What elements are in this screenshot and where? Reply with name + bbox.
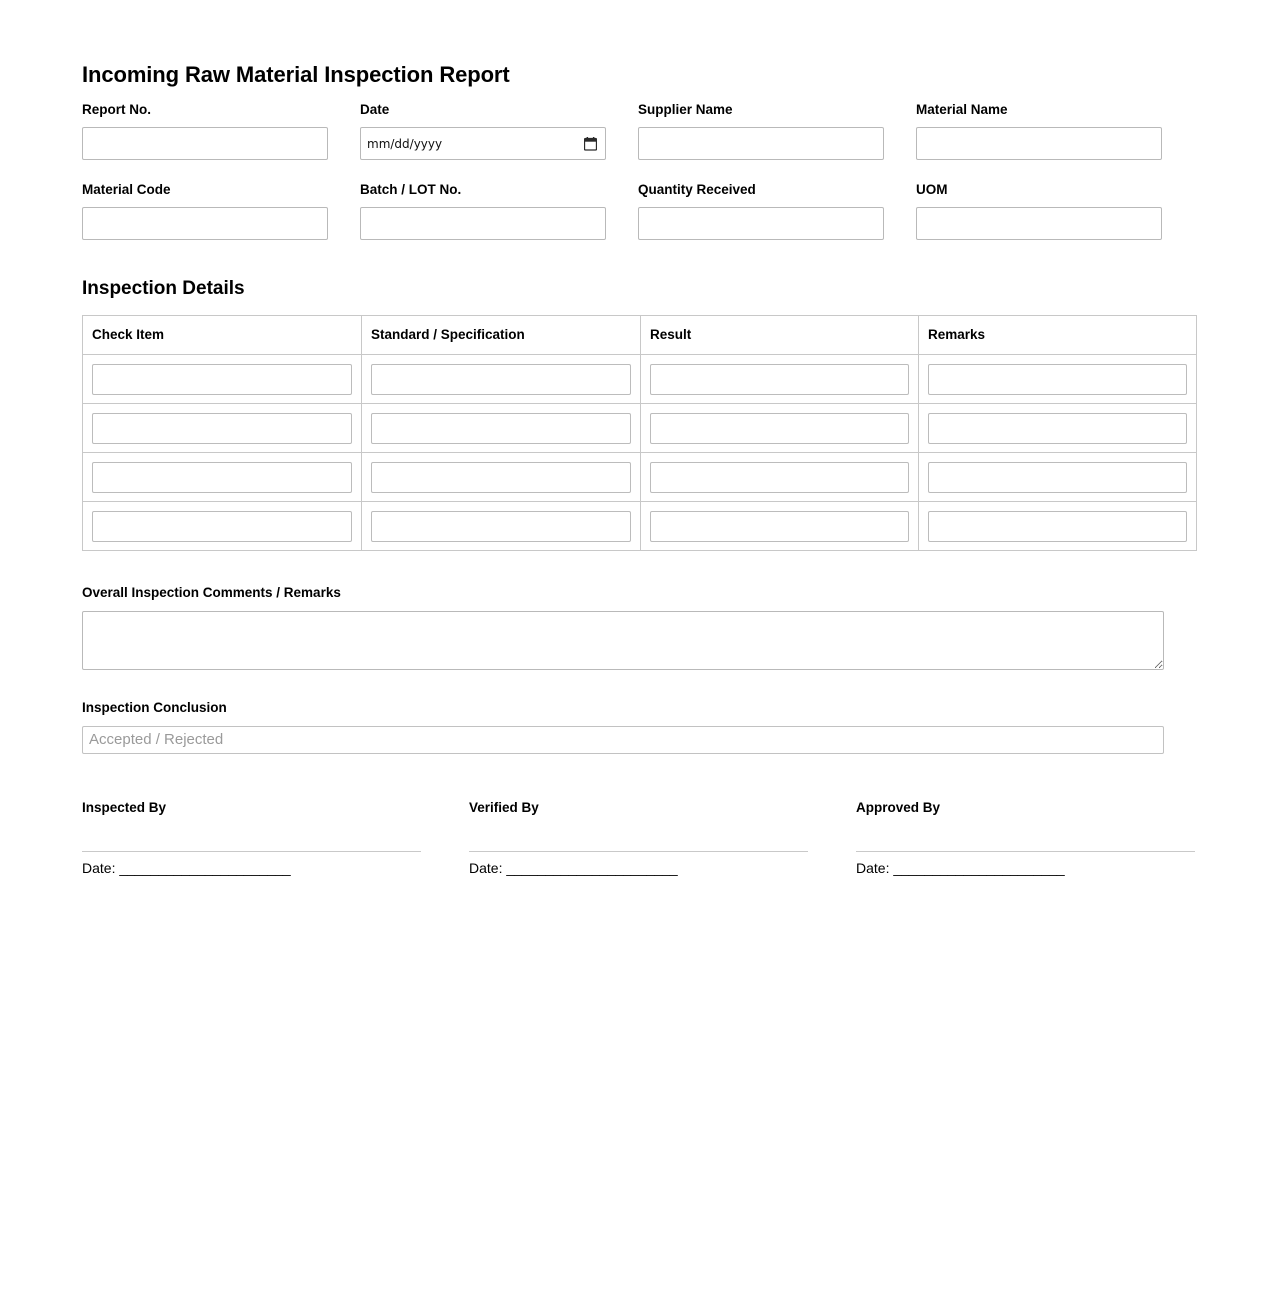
quantity-received-input[interactable] bbox=[638, 207, 884, 240]
cell-standard bbox=[362, 404, 641, 453]
check-item-input-3[interactable] bbox=[92, 462, 352, 493]
field-supplier-name bbox=[638, 102, 884, 160]
standard-input-2[interactable] bbox=[371, 413, 631, 444]
label-supplier-name: Supplier Name bbox=[638, 102, 733, 118]
signature-title-verified-by: Verified By bbox=[469, 799, 539, 815]
date-input[interactable] bbox=[360, 127, 606, 160]
label-inspection-conclusion: Inspection Conclusion bbox=[82, 700, 227, 715]
signature-date-verified-by: Date: ______________________ bbox=[469, 859, 678, 876]
cell-remarks bbox=[919, 355, 1197, 404]
column-header-check-item: Check Item bbox=[83, 315, 362, 354]
label-batch-lot-no: Batch / LOT No. bbox=[360, 182, 462, 198]
material-code-input[interactable] bbox=[82, 207, 328, 240]
overall-comments-section bbox=[82, 585, 1196, 670]
signature-row bbox=[82, 800, 1196, 879]
field-uom bbox=[916, 182, 1162, 240]
overall-comments-textarea[interactable] bbox=[82, 611, 1164, 670]
label-material-code: Material Code bbox=[82, 182, 171, 198]
inspection-details-title: Inspection Details bbox=[82, 278, 245, 300]
check-item-input-2[interactable] bbox=[92, 413, 352, 444]
cell-check-item bbox=[83, 404, 362, 453]
inspection-conclusion-section bbox=[82, 700, 1196, 754]
cell-check-item bbox=[83, 453, 362, 502]
cell-standard bbox=[362, 453, 641, 502]
standard-input-4[interactable] bbox=[371, 511, 631, 542]
cell-result bbox=[641, 355, 919, 404]
field-quantity-received bbox=[638, 182, 884, 240]
signature-block-inspected-by bbox=[82, 800, 421, 879]
label-date: Date bbox=[360, 102, 390, 118]
result-input-3[interactable] bbox=[650, 462, 909, 493]
table-header-row bbox=[83, 315, 1197, 354]
signature-block-verified-by bbox=[469, 800, 808, 879]
table-row bbox=[83, 502, 1197, 551]
remarks-input-4[interactable] bbox=[928, 511, 1187, 542]
remarks-input-3[interactable] bbox=[928, 462, 1187, 493]
supplier-name-input[interactable] bbox=[638, 127, 884, 160]
cell-check-item bbox=[83, 502, 362, 551]
column-header-remarks: Remarks bbox=[919, 315, 1197, 354]
cell-remarks bbox=[919, 502, 1197, 551]
signature-line-verified-by bbox=[469, 851, 808, 852]
cell-result bbox=[641, 453, 919, 502]
table-row bbox=[83, 404, 1197, 453]
result-input-2[interactable] bbox=[650, 413, 909, 444]
check-item-input-1[interactable] bbox=[92, 364, 352, 395]
signature-date-approved-by: Date: ______________________ bbox=[856, 859, 1065, 876]
table-row bbox=[83, 355, 1197, 404]
material-name-input[interactable] bbox=[916, 127, 1162, 160]
batch-lot-no-input[interactable] bbox=[360, 207, 606, 240]
label-uom: UOM bbox=[916, 182, 948, 198]
signature-date-inspected-by: Date: ______________________ bbox=[82, 859, 291, 876]
result-input-4[interactable] bbox=[650, 511, 909, 542]
field-date bbox=[360, 102, 606, 160]
column-header-result: Result bbox=[641, 315, 919, 354]
label-material-name: Material Name bbox=[916, 102, 1008, 118]
label-report-no: Report No. bbox=[82, 102, 151, 118]
field-material-name bbox=[916, 102, 1162, 160]
signature-line-approved-by bbox=[856, 851, 1195, 852]
label-quantity-received: Quantity Received bbox=[638, 182, 756, 198]
signature-title-inspected-by: Inspected By bbox=[82, 799, 167, 815]
label-overall-comments: Overall Inspection Comments / Remarks bbox=[82, 585, 341, 601]
cell-result bbox=[641, 404, 919, 453]
standard-input-1[interactable] bbox=[371, 364, 631, 395]
cell-standard bbox=[362, 502, 641, 551]
column-header-standard-specification: Standard / Specification bbox=[362, 315, 641, 354]
cell-check-item bbox=[83, 355, 362, 404]
header-field-grid bbox=[82, 102, 1196, 262]
uom-input[interactable] bbox=[916, 207, 1162, 240]
signature-title-approved-by: Approved By bbox=[856, 799, 941, 815]
table-row bbox=[83, 453, 1197, 502]
field-batch-lot-no bbox=[360, 182, 606, 240]
cell-remarks bbox=[919, 404, 1197, 453]
report-no-input[interactable] bbox=[82, 127, 328, 160]
field-material-code bbox=[82, 182, 328, 240]
inspection-details-table bbox=[82, 315, 1197, 551]
cell-standard bbox=[362, 355, 641, 404]
remarks-input-1[interactable] bbox=[928, 364, 1187, 395]
field-report-no bbox=[82, 102, 328, 160]
remarks-input-2[interactable] bbox=[928, 413, 1187, 444]
inspection-details-section bbox=[82, 278, 1196, 551]
page-title: Incoming Raw Material Inspection Report bbox=[82, 62, 510, 87]
inspection-conclusion-input[interactable] bbox=[82, 726, 1164, 754]
cell-result bbox=[641, 502, 919, 551]
signature-block-approved-by bbox=[856, 800, 1195, 879]
standard-input-3[interactable] bbox=[371, 462, 631, 493]
cell-remarks bbox=[919, 453, 1197, 502]
result-input-1[interactable] bbox=[650, 364, 909, 395]
check-item-input-4[interactable] bbox=[92, 511, 352, 542]
signature-line-inspected-by bbox=[82, 851, 421, 852]
